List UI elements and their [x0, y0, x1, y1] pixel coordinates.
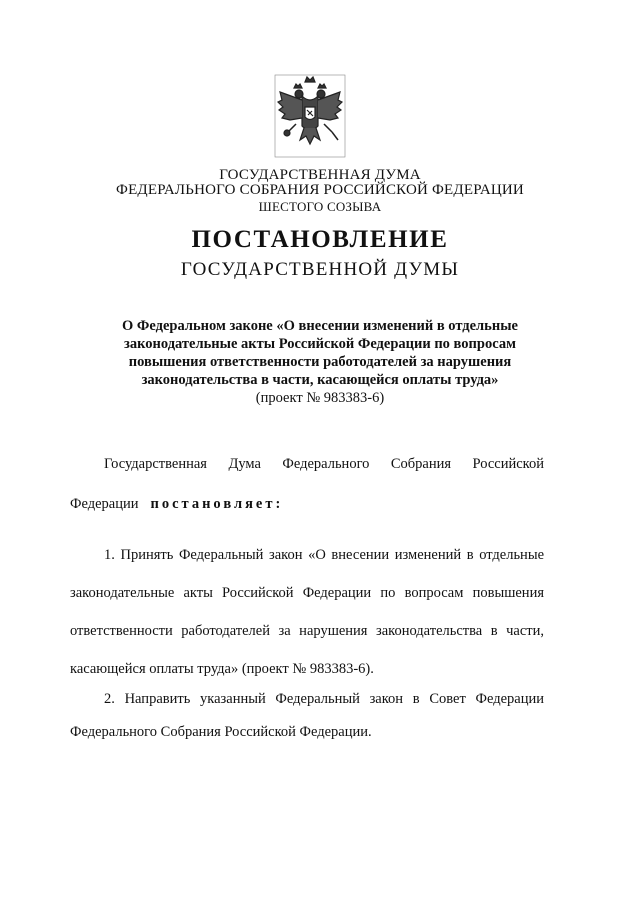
item1-line-2: законодательные акты Российской Федерации по вопросам повышения [70, 585, 544, 601]
preamble-federation: Федерации [70, 496, 139, 512]
document-title: ПОСТАНОВЛЕНИЕ [191, 226, 449, 253]
item1-line-3: ответственности работодателей за нарушения законодательства в части, [70, 623, 544, 639]
preamble-verb: постановляет: [150, 496, 284, 512]
project-number: (проект № 983383-6) [255, 390, 385, 406]
item2-line-2: Федерального Собрания Российской Федерации. [70, 724, 372, 740]
header-duma: ГОСУДАРСТВЕННАЯ ДУМА [219, 167, 421, 183]
about-line-3: повышения ответственности работодателей за нарушения [128, 354, 512, 370]
item1-line-4: касающейся оплаты труда» (проект № 983383-6). [70, 661, 374, 677]
about-line-1: О Федеральном законе «О внесении изменений в отдельные [122, 318, 518, 334]
coat-of-arms-icon [274, 74, 346, 158]
item1-line-1: 1. Принять Федеральный закон «О внесении изменений в отдельные [104, 547, 544, 563]
document-subtitle: ГОСУДАРСТВЕННОЙ ДУМЫ [180, 259, 460, 280]
about-line-2: законодательные акты Российской Федерации по вопросам [124, 336, 516, 352]
about-line-4: законодательства в части, касающейся оплаты труда» [141, 372, 499, 388]
item2-line-1: 2. Направить указанный Федеральный закон в Совет Федерации [104, 691, 544, 707]
header-convocation: ШЕСТОГО СОЗЫВА [258, 199, 382, 214]
preamble-line-2 [70, 496, 544, 513]
preamble-line-1: Государственная Дума Федерального Собрания Российской [104, 456, 544, 472]
header-federal-assembly: ФЕДЕРАЛЬНОГО СОБРАНИЯ РОССИЙСКОЙ ФЕДЕРАЦИИ [116, 182, 524, 198]
